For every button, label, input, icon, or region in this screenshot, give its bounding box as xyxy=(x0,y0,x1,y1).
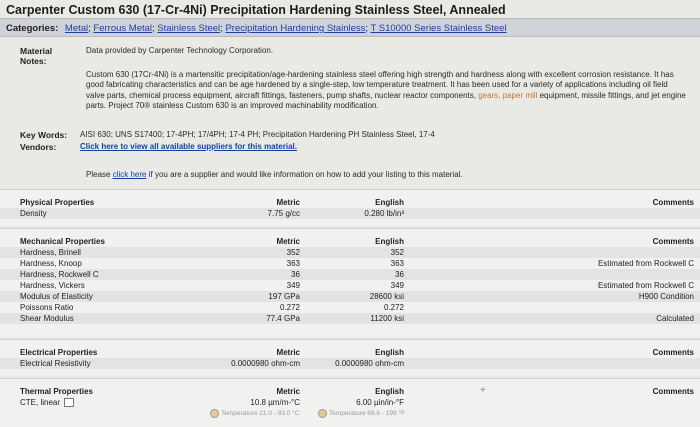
categories-bar: Categories: Metal; Ferrous Metal; Stainless Steel; Precipitation Hardening Stainless; T S10000 Series Stainless Steel xyxy=(0,18,700,37)
electrical-header-row xyxy=(0,347,700,358)
category-link-ph-stainless[interactable]: Precipitation Hardening Stainless xyxy=(225,23,366,34)
table-row xyxy=(0,280,700,291)
physical-header-metric: Metric xyxy=(276,198,300,207)
mechanical-header-label: Mechanical Properties xyxy=(20,237,105,246)
metric-value: 197 GPa xyxy=(268,292,300,301)
material-notes-description xyxy=(86,70,686,111)
english-value: 6.00 µin/in-°F xyxy=(356,398,404,407)
material-notes-desc-main: Custom 630 (17Cr-4Ni) is a martensitic precipitation/age-hardening stainless steel offering high strength and hardness along with excellent corrosion resistance. It has good fabricating characteristics and can be age hardened by a single-step, low temperature treatment. It has been used for a variety of applications including oil field valve parts, chemical process equipment, aircraft fittings, fasteners, pump shafts, nuclear reactor components, xyxy=(86,70,674,100)
table-row xyxy=(0,358,700,369)
table-row xyxy=(0,258,700,269)
physical-header-row xyxy=(0,197,700,208)
physical-header-comments: Comments xyxy=(652,198,694,207)
table-row xyxy=(0,247,700,258)
thermal-properties-section xyxy=(0,378,700,427)
page-title: Carpenter Custom 630 (17-Cr-4Ni) Precipitation Hardening Stainless Steel, Annealed xyxy=(6,3,506,17)
temp-note-english xyxy=(318,409,405,418)
metric-value: 10.8 µm/m-°C xyxy=(250,398,300,407)
mechanical-header-metric: Metric xyxy=(276,237,300,246)
table-row xyxy=(0,269,700,280)
english-value: 352 xyxy=(390,248,404,257)
vendors-label: Vendors: xyxy=(20,142,57,152)
english-value: 28600 ksi xyxy=(369,292,404,301)
comment: Estimated from Rockwell C xyxy=(597,281,694,290)
metric-value: 363 xyxy=(286,259,300,268)
metric-value: 0.0000980 ohm-cm xyxy=(231,359,300,368)
chart-icon[interactable] xyxy=(64,398,74,407)
mechanical-header-row xyxy=(0,236,700,247)
comment: Calculated xyxy=(656,314,694,323)
property-name: Density xyxy=(20,209,47,218)
supplier-note-post: if you are a supplier and would like information on how to add your listing to this material. xyxy=(148,170,463,179)
thermal-header-metric: Metric xyxy=(276,387,300,396)
material-notes-source: Data provided by Carpenter Technology Corporation. xyxy=(86,46,274,55)
thermal-header-row xyxy=(0,386,700,397)
physical-header-label: Physical Properties xyxy=(20,198,95,207)
table-row xyxy=(0,302,700,313)
temp-metric-text: Temperature 21.0 - 93.0 °C xyxy=(221,410,300,418)
metric-value: 349 xyxy=(286,281,300,290)
english-value: 11200 ksi xyxy=(370,314,404,323)
electrical-properties-section xyxy=(0,339,700,376)
english-value: 349 xyxy=(390,281,404,290)
thermal-header-label: Thermal Properties xyxy=(20,387,93,396)
property-name: Hardness, Rockwell C xyxy=(20,270,99,279)
metric-value: 352 xyxy=(286,248,300,257)
electrical-header-label: Electrical Properties xyxy=(20,348,98,357)
english-value: 36 xyxy=(395,270,404,279)
english-value: 363 xyxy=(390,259,404,268)
physical-header-english: English xyxy=(375,198,404,207)
supplier-note-pre: Please xyxy=(86,170,111,179)
table-row xyxy=(0,313,700,324)
key-words-label: Key Words: xyxy=(20,130,68,140)
material-notes-desc-faint: gears, paper mill xyxy=(478,90,538,100)
comment: Estimated from Rockwell C xyxy=(597,259,694,268)
temp-english-text: Temperature 69.8 - 199 °F xyxy=(329,410,405,418)
comment: H900 Condition xyxy=(638,292,694,301)
thermal-header-english: English xyxy=(375,387,404,396)
property-name: CTE, linear xyxy=(20,398,61,407)
temperature-icon xyxy=(210,409,219,418)
english-value: 0.272 xyxy=(383,303,404,312)
thermal-header-comments: Comments xyxy=(652,387,694,396)
supplier-click-here-link[interactable]: click here xyxy=(112,170,147,179)
property-name: Modulus of Elasticity xyxy=(20,292,93,301)
vendors-link[interactable]: Click here to view all available suppliers for this material. xyxy=(80,142,297,151)
mechanical-properties-section xyxy=(0,228,700,337)
electrical-header-comments: Comments xyxy=(652,348,694,357)
english-value: 0.0000980 ohm-cm xyxy=(335,359,404,368)
property-name: Electrical Resistivity xyxy=(20,359,91,368)
table-row xyxy=(0,291,700,302)
material-notes-label: Material Notes: xyxy=(20,46,53,66)
metric-value: 7.75 g/cc xyxy=(267,209,300,218)
property-name-wrap xyxy=(20,397,74,408)
property-name: Hardness, Brinell xyxy=(20,248,81,257)
property-name: Poissons Ratio xyxy=(20,303,74,312)
english-value: 0.280 lb/in³ xyxy=(364,209,404,218)
electrical-header-english: English xyxy=(375,348,404,357)
key-words-value: AISI 630; UNS S17400; 17-4PH; 17/4PH; 17-4 PH; Precipitation Hardening PH Stainless Steel, 17-4 xyxy=(80,130,435,139)
property-name: Shear Modulus xyxy=(20,314,74,323)
temperature-icon xyxy=(318,409,327,418)
category-link-stainless[interactable]: Stainless Steel xyxy=(157,23,221,34)
metric-value: 36 xyxy=(291,270,300,279)
property-name: Hardness, Vickers xyxy=(20,281,85,290)
mechanical-header-english: English xyxy=(375,237,404,246)
metric-value: 77.4 GPa xyxy=(266,314,300,323)
metric-value: 0.272 xyxy=(279,303,300,312)
category-link-ferrous[interactable]: Ferrous Metal xyxy=(93,23,153,34)
table-row xyxy=(0,208,700,219)
property-name: Hardness, Knoop xyxy=(20,259,82,268)
table-row xyxy=(0,397,700,408)
physical-properties-section xyxy=(0,189,700,226)
category-link-s10000[interactable]: T S10000 Series Stainless Steel xyxy=(370,23,507,34)
material-notes-desc-end: equipment, missile fittings, and jet engine parts. Project 70® stainless Custom 630 is an improved machinability modification. xyxy=(86,90,686,110)
categories-label: Categories: xyxy=(6,23,59,34)
supplier-note xyxy=(86,170,463,180)
mechanical-header-comments: Comments xyxy=(652,237,694,246)
electrical-header-metric: Metric xyxy=(276,348,300,357)
temp-note-metric xyxy=(210,409,299,418)
category-link-metal[interactable]: Metal xyxy=(64,23,89,34)
cursor-crosshair-icon: + xyxy=(480,385,486,396)
